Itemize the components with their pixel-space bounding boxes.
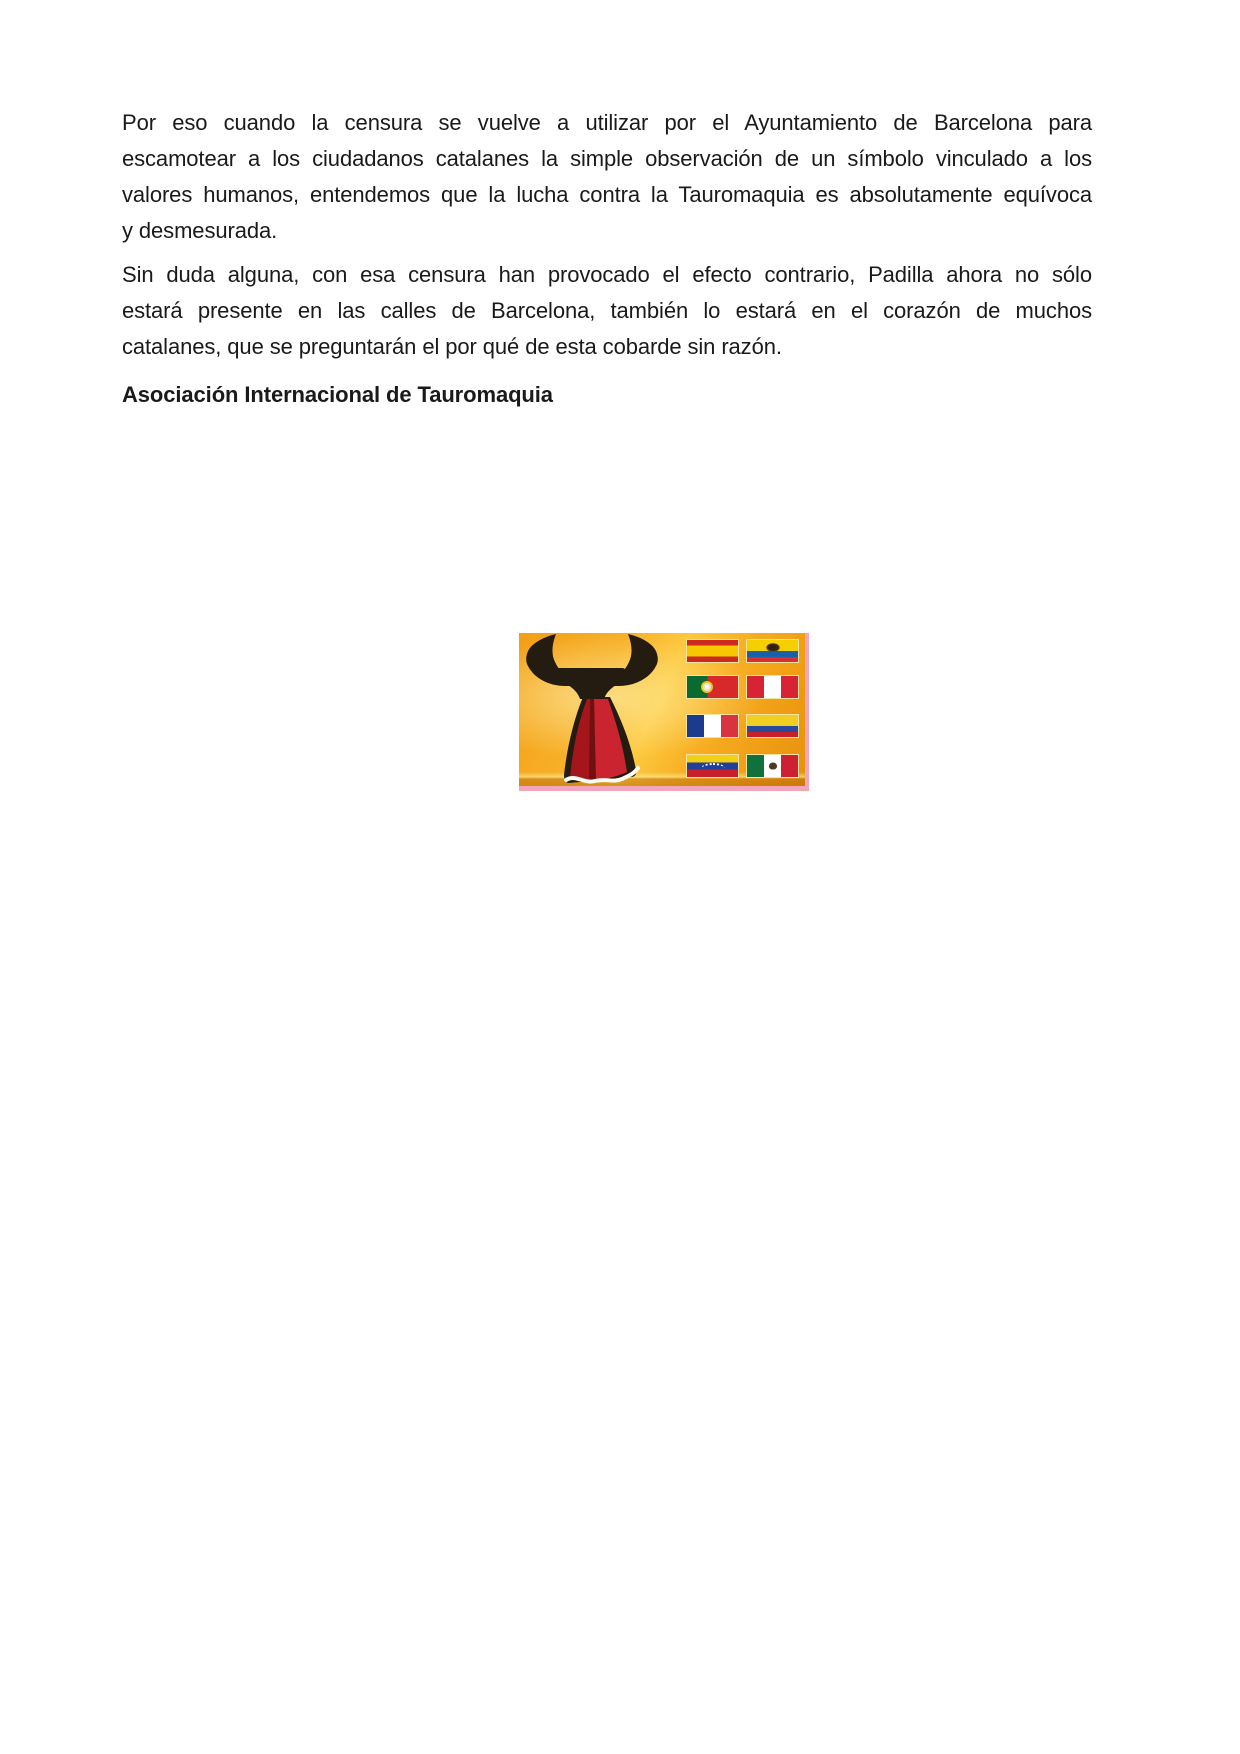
text-line: Por eso cuando la censura se vuelve a utilizar por el Ayuntamiento de Barcelona para <box>122 110 1092 135</box>
tauromaquia-logo <box>519 633 809 791</box>
spain-flag <box>687 640 738 662</box>
ecuador-flag <box>747 640 798 662</box>
text-line: estará presente en las calles de Barcelona, también lo estará en el corazón de muchos <box>122 298 1092 323</box>
venezuela-flag <box>687 755 738 777</box>
text-line: Sin duda alguna, con esa censura han provocado el efecto contrario, Padilla ahora no sólo <box>122 262 1092 287</box>
paragraph <box>122 257 1092 365</box>
peru-flag <box>747 676 798 698</box>
france-flag <box>687 715 738 737</box>
text-line: escamotear a los ciudadanos catalanes la simple observación de un símbolo vinculado a los <box>122 146 1092 171</box>
colombia-flag <box>747 715 798 737</box>
logo-background <box>519 633 805 786</box>
text-line: y desmesurada. <box>122 218 278 243</box>
signature-heading: Asociación Internacional de Tauromaquia <box>122 382 553 407</box>
portugal-flag <box>687 676 738 698</box>
paragraph <box>122 105 1092 249</box>
text-line: catalanes, que se preguntarán el por qué de esta cobarde sin razón. <box>122 334 782 359</box>
text-line: valores humanos, entendemos que la lucha contra la Tauromaquia es absolutamente equívoca <box>122 182 1092 207</box>
mexico-flag <box>747 755 798 777</box>
